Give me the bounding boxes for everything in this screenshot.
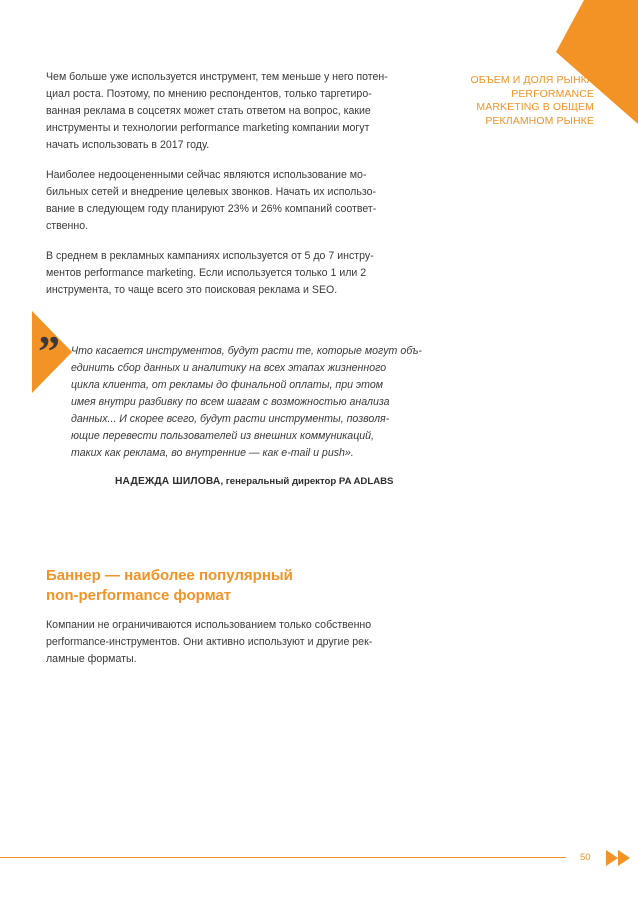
- paragraph-tools-average: [46, 248, 418, 299]
- text-line: бильных сетей и внедрение целевых звонков. Начать их использо-: [46, 186, 377, 198]
- quote-line: данных... И скорее всего, будут расти инструменты, позволя-: [71, 413, 390, 425]
- side-title-line: РЕКЛАМНОМ РЫНКЕ: [485, 114, 594, 127]
- quote-line: имея внутри разбивку по всем шагам с возможностью анализа: [71, 396, 390, 408]
- text-line: циал роста. Поэтому, по мнению респондентов, только таргетиро-: [46, 88, 372, 100]
- side-title-line: MARKETING В ОБЩЕМ: [476, 101, 594, 113]
- quote-mark-icon: ”: [38, 327, 60, 376]
- text-line: инструменты и технологии performance marketing компании могут: [46, 122, 370, 134]
- section-heading: [46, 566, 426, 606]
- side-title-line: ОБЪЕМ И ДОЛЯ РЫНКА: [470, 74, 594, 86]
- footer-divider: [0, 857, 566, 858]
- text-line: инструмента, то чаще всего это поисковая реклама и SEO.: [46, 284, 338, 296]
- quote-author: [115, 475, 393, 489]
- text-line: начать использовать в 2017 году.: [46, 139, 210, 151]
- quote-author-name: НАДЕЖДА ШИЛОВА: [115, 476, 221, 487]
- paragraph-tools-growth: [46, 69, 418, 154]
- text-line: ламные форматы.: [46, 653, 137, 665]
- quote-line: Что касается инструментов, будут расти те, которые могут объ-: [71, 345, 422, 357]
- side-title-line: PERFORMANCE: [511, 87, 594, 100]
- text-line: ментов performance marketing. Если используется только 1 или 2: [46, 267, 367, 279]
- heading-line: non-performance формат: [46, 587, 232, 604]
- quote-line: ющие перевести пользователей из внешних коммуникаций,: [71, 430, 374, 442]
- text-line: Наиболее недооцененными сейчас являются использование мо-: [46, 169, 367, 181]
- paragraph-underrated-tools: [46, 167, 418, 235]
- text-line: performance-инструментов. Они активно используют и другие рек-: [46, 636, 373, 648]
- text-line: вание в следующем году планируют 23% и 26% компаний соответ-: [46, 203, 377, 215]
- quote-line: цикла клиента, от рекламы до финальной оплаты, при этом: [71, 379, 384, 391]
- text-line: Компании не ограничиваются использованием только собственно: [46, 619, 372, 631]
- paragraph-other-formats: [46, 617, 418, 668]
- quote-block: [71, 343, 436, 462]
- page-number: 50: [580, 852, 591, 863]
- text-line: ственно.: [46, 220, 89, 232]
- heading-line: Баннер — наиболее популярный: [46, 567, 293, 584]
- quote-line: единить сбор данных и аналитику на всех этапах жизненного: [71, 362, 387, 374]
- section-side-title: [444, 74, 594, 128]
- quote-author-role: , генеральный директор PA ADLABS: [220, 476, 394, 487]
- quote-line: таких как реклама, во внутренние — как e-mail и push».: [71, 447, 354, 459]
- text-line: Чем больше уже используется инструмент, тем меньше у него потен-: [46, 71, 388, 83]
- text-line: ванная реклама в соцсетях может стать ответом на вопрос, какие: [46, 105, 371, 117]
- text-line: В среднем в рекламных кампаниях используется от 5 до 7 инстру-: [46, 250, 374, 262]
- next-page-arrows-icon[interactable]: [606, 850, 634, 866]
